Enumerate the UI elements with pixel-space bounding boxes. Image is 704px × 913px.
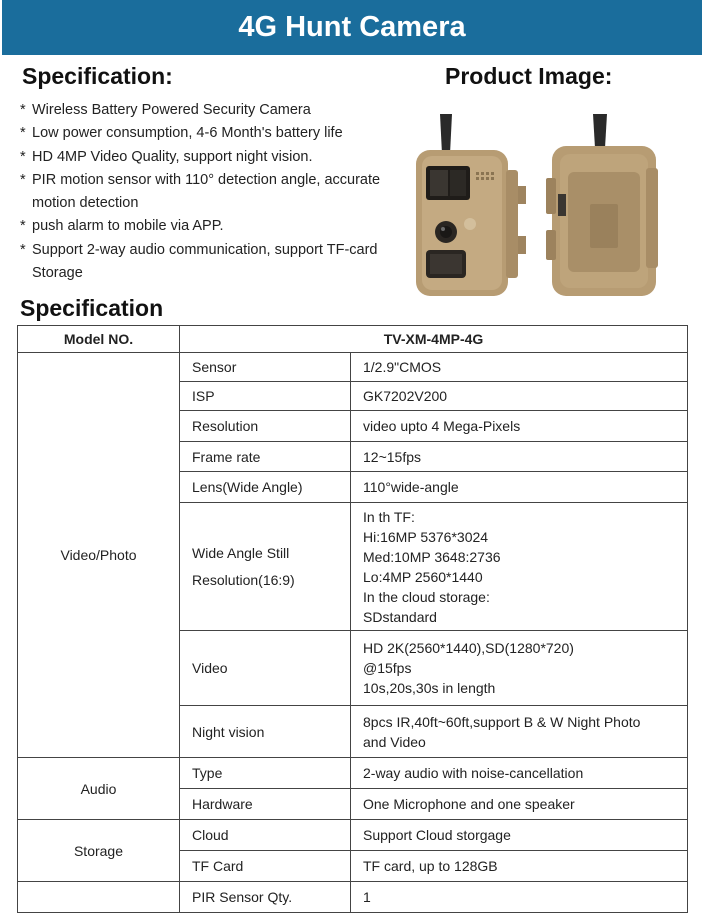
spec-value: One Microphone and one speaker <box>351 789 688 820</box>
table-heading: Specification <box>20 295 164 321</box>
spec-label: Night vision <box>180 706 351 758</box>
spec-value: 8pcs IR,40ft~60ft,support B & W Night Photo and Video <box>351 706 688 758</box>
spec-label: TF Card <box>180 851 351 882</box>
spec-value: TF card, up to 128GB <box>351 851 688 882</box>
camera-front-icon <box>416 114 526 296</box>
spec-value: 1/2.9"CMOS <box>351 353 688 382</box>
title-banner <box>2 0 702 55</box>
feature-item: * Support 2-way audio communication, support TF-card Storage <box>20 241 378 282</box>
spec-label: Type <box>180 758 351 789</box>
spec-label: Resolution <box>180 411 351 442</box>
group-storage: Storage <box>18 820 180 882</box>
spec-label: Hardware <box>180 789 351 820</box>
model-label: Model NO. <box>18 326 180 353</box>
spec-table <box>17 325 688 913</box>
spec-label: PIR Sensor Qty. <box>180 882 351 913</box>
feature-item: * Low power consumption, 4-6 Month's battery life <box>20 125 343 142</box>
table-row <box>18 820 688 851</box>
table-row <box>18 882 688 913</box>
product-image <box>410 108 670 300</box>
camera-back-icon <box>546 114 658 296</box>
group-audio: Audio <box>18 758 180 820</box>
group-empty <box>18 882 180 913</box>
spec-label: Lens(Wide Angle) <box>180 472 351 503</box>
spec-value: Support Cloud storgage <box>351 820 688 851</box>
spec-value: 1 <box>351 882 688 913</box>
spec-label: Cloud <box>180 820 351 851</box>
table-row <box>18 758 688 789</box>
spec-label: Frame rate <box>180 442 351 472</box>
spec-label: ISP <box>180 382 351 411</box>
group-video-photo: Video/Photo <box>18 353 180 758</box>
specification-heading: Specification: <box>22 63 173 89</box>
spec-value: GK7202V200 <box>351 382 688 411</box>
model-value: TV-XM-4MP-4G <box>180 326 688 353</box>
spec-label: Sensor <box>180 353 351 382</box>
table-header-row <box>18 326 688 353</box>
feature-item: * HD 4MP Video Quality, support night vision. <box>20 148 313 165</box>
spec-label: Video <box>180 631 351 706</box>
spec-value: 110°wide-angle <box>351 472 688 503</box>
feature-item: * Wireless Battery Powered Security Camera <box>20 102 311 118</box>
feature-item: * PIR motion sensor with 110° detection angle, accurate motion detection <box>20 171 381 212</box>
feature-list <box>20 99 405 285</box>
page-title: 4G Hunt Camera <box>238 11 466 43</box>
spec-label: Wide Angle Still Resolution(16:9) <box>180 503 351 631</box>
feature-item: * push alarm to mobile via APP. <box>20 218 224 235</box>
spec-value: HD 2K(2560*1440),SD(1280*720) @15fps 10s,20s,30s in length <box>351 631 688 706</box>
spec-value: In th TF: Hi:16MP 5376*3024 Med:10MP 3648:2736 Lo:4MP 2560*1440 In the cloud storage: SDstandard <box>351 503 688 631</box>
spec-value: 12~15fps <box>351 442 688 472</box>
product-image-heading: Product Image: <box>445 63 613 89</box>
spec-value: 2-way audio with noise-cancellation <box>351 758 688 789</box>
spec-value: video upto 4 Mega-Pixels <box>351 411 688 442</box>
table-row <box>18 353 688 382</box>
